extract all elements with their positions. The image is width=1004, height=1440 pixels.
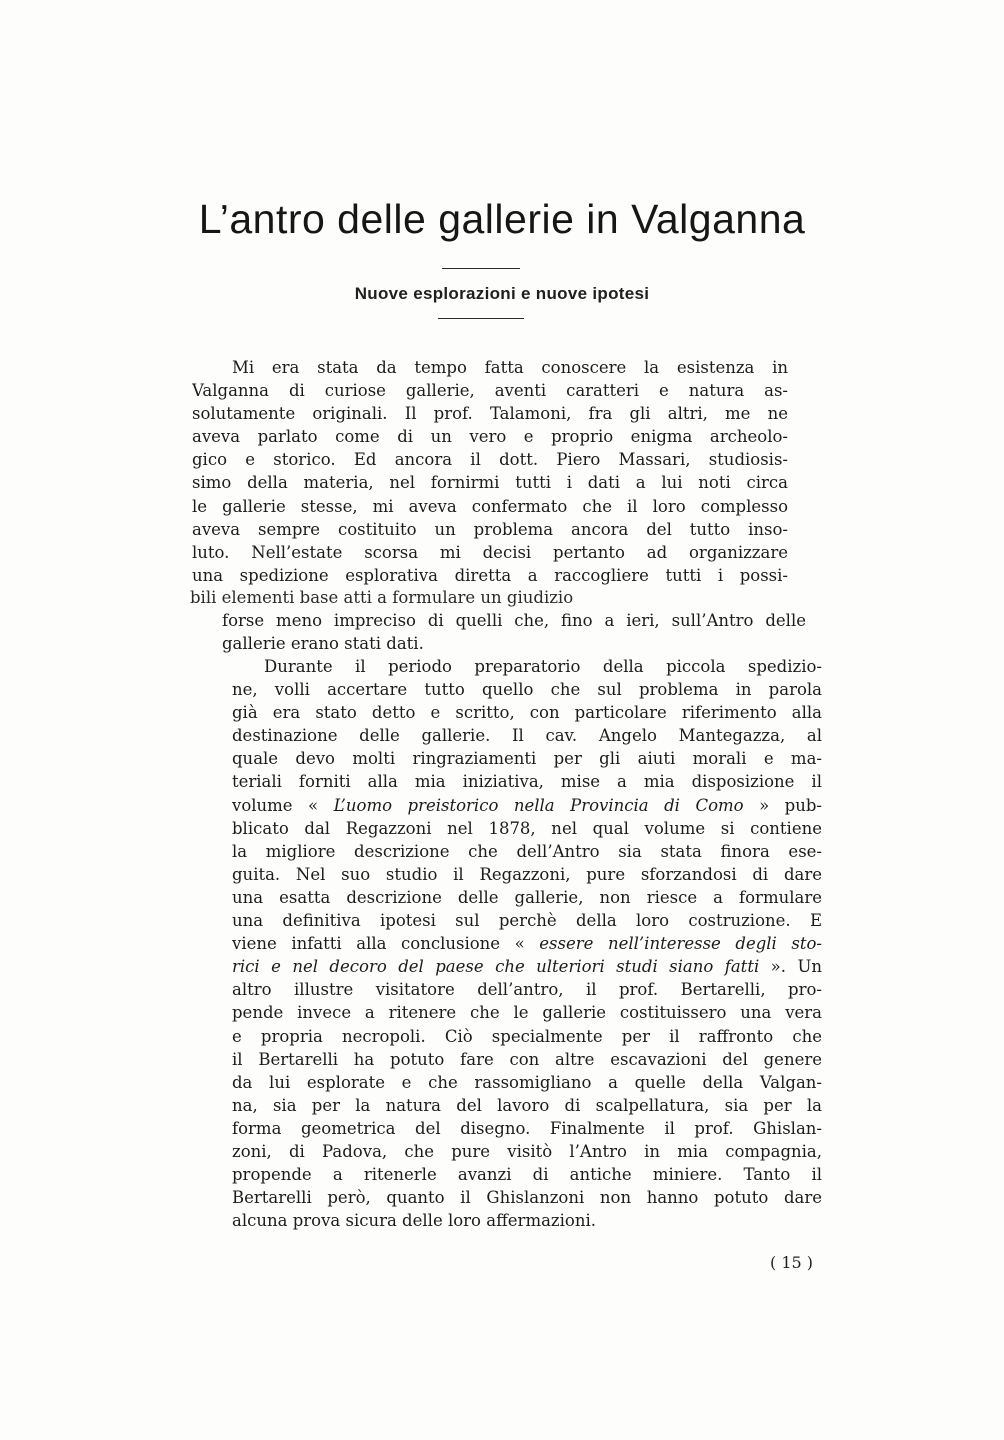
text-line: destinazione delle gallerie. Il cav. Angelo Mantegazza, al xyxy=(232,726,822,746)
text-line: luto. Nell’estate scorsa mi decisi pertanto ad organizzare xyxy=(192,542,788,562)
title-divider-bottom xyxy=(438,318,524,319)
text-line: ne, volli accertare tutto quello che sul problema in parola xyxy=(232,680,822,700)
text-line: simo della materia, nel fornirmi tutti i dati a lui noti circa xyxy=(192,473,788,493)
text-line: forma geometrica del disegno. Finalmente il prof. Ghislan- xyxy=(232,1118,822,1138)
page-number: ( 15 ) xyxy=(770,1253,814,1272)
text-line: zoni, di Padova, che pure visitò l’Antro in mia compagnia, xyxy=(232,1141,822,1161)
text-line: solutamente originali. Il prof. Talamoni, fra gli altri, me ne xyxy=(192,404,788,424)
text-line: Mi era stata da tempo fatta conoscere la esistenza in xyxy=(232,358,788,377)
text-line: già era stato detto e scritto, con particolare riferimento alla xyxy=(232,703,822,723)
text-line: blicato dal Regazzoni nel 1878, nel qual volume si contiene xyxy=(232,818,822,838)
text-fragment: » pub- xyxy=(743,795,822,815)
paragraph-2 xyxy=(232,655,822,1232)
text-line: altro illustre visitatore dell’antro, il prof. Bertarelli, pro- xyxy=(232,980,822,1000)
text-fragment: volume « xyxy=(232,795,334,815)
text-line: Valganna di curiose gallerie, aventi caratteri e natura as- xyxy=(192,381,788,401)
text-line: teriali forniti alla mia iniziativa, mise a mia disposizione il xyxy=(232,772,822,792)
text-line xyxy=(232,794,822,817)
text-line: aveva parlato come di un vero e proprio enigma archeolo- xyxy=(192,427,788,447)
text-line: il Bertarelli ha potuto fare con altre escavazioni del genere xyxy=(232,1049,822,1069)
text-line: alcuna prova sicura delle loro affermazioni. xyxy=(232,1211,596,1231)
page-title: L’antro delle gallerie in Valganna xyxy=(198,196,806,242)
text-line: forse meno impreciso di quelli che, fino a ieri, sull’Antro delle xyxy=(222,611,806,630)
page-subtitle: Nuove esplorazioni e nuove ipotesi xyxy=(354,284,650,303)
text-line: na, sia per la natura del lavoro di scalpellatura, sia per la xyxy=(232,1095,822,1115)
text-line: una definitiva ipotesi sul perchè della loro costruzione. E xyxy=(232,911,822,931)
paragraph-1-continued xyxy=(222,609,806,655)
text-line: da lui esplorate e che rassomigliano a quelle della Valgan- xyxy=(232,1072,822,1092)
text-line: aveva sempre costituito un problema ancora del tutto inso- xyxy=(192,519,788,539)
paragraph-1 xyxy=(192,356,788,587)
text-line: la migliore descrizione che dell’Antro sia stata finora ese- xyxy=(232,841,822,861)
text-line: pende invece a ritenere che le gallerie costituissero una vera xyxy=(232,1003,822,1023)
text-line: Durante il periodo preparatorio della piccola spedizio- xyxy=(264,657,822,676)
text-line: gico e storico. Ed ancora il dott. Piero Massari, studiosis- xyxy=(192,450,788,470)
quotation: essere nell’interesse degli sto- xyxy=(539,934,822,954)
text-line xyxy=(232,955,822,978)
text-line: gallerie erano stati dati. xyxy=(222,634,424,654)
book-title: L’uomo preistorico nella Provincia di Como xyxy=(333,795,744,815)
text-line: Bertarelli però, quanto il Ghislanzoni non hanno potuto dare xyxy=(232,1188,822,1208)
title-divider-top xyxy=(442,268,520,269)
text-line: propende a ritenerle avanzi di antiche miniere. Tanto il xyxy=(232,1165,822,1185)
text-line: e propria necropoli. Ciò specialmente per il raffronto che xyxy=(232,1026,822,1046)
text-line: guita. Nel suo studio il Regazzoni, pure sforzandosi di dare xyxy=(232,864,822,884)
text-line: quale devo molti ringraziamenti per gli aiuti morali e ma- xyxy=(232,749,822,769)
text-fragment: ». Un xyxy=(759,957,822,977)
garbled-text-line: bili elementi base atti a formulare un giudizio xyxy=(190,588,574,607)
quotation: rici e nel decoro del paese che ulteriori studi siano fatti xyxy=(232,957,760,977)
text-line: una spedizione esplorativa diretta a raccogliere tutti i possi- xyxy=(192,565,788,585)
text-line xyxy=(232,932,822,955)
text-line: le gallerie stesse, mi aveva confermato che il loro complesso xyxy=(192,496,788,516)
text-fragment: viene infatti alla conclusione « xyxy=(232,934,540,954)
text-line: una esatta descrizione delle gallerie, non riesce a formulare xyxy=(232,887,822,907)
